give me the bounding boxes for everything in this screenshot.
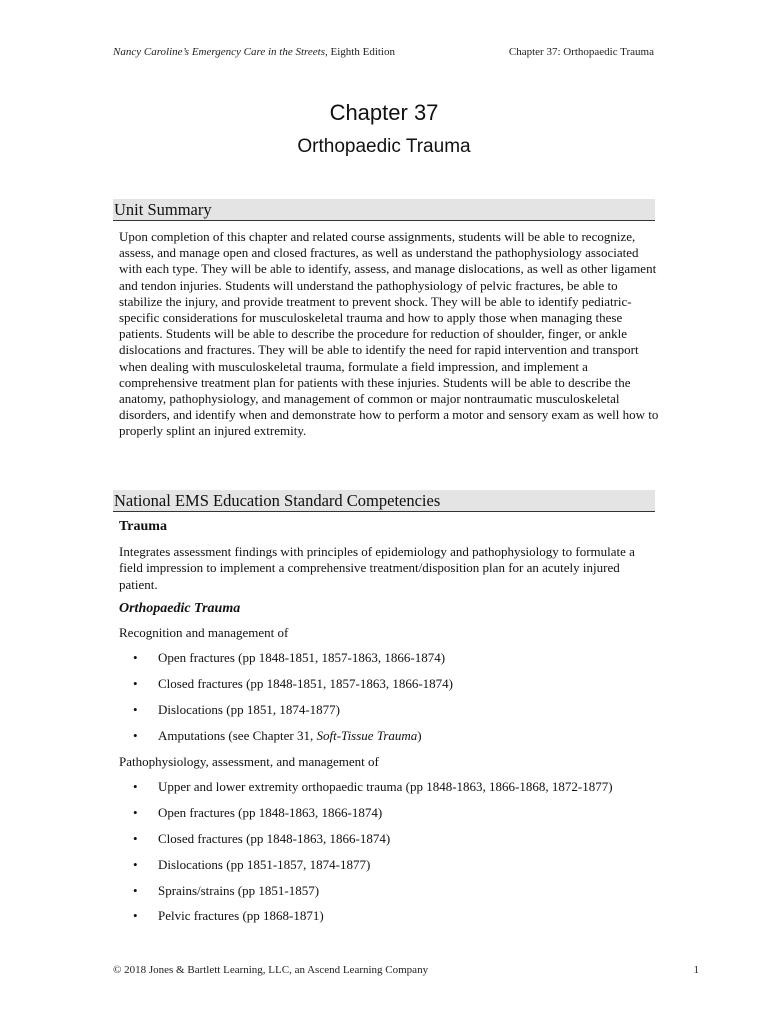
running-header: [113, 46, 654, 58]
chapter-title: Chapter 37: [329, 100, 439, 125]
amputations-reference: Soft-Tissue Trauma: [316, 727, 418, 743]
bullet-icon: •: [133, 908, 138, 924]
bullet-icon: •: [133, 830, 138, 846]
list-item-text: Open fractures (pp 1848-1863, 1866-1874): [158, 804, 383, 820]
bullet-icon: •: [133, 804, 138, 820]
unit-summary-heading: Unit Summary: [113, 199, 655, 221]
orthopaedic-trauma-subheading: Orthopaedic Trauma: [119, 600, 241, 616]
bullet-icon: •: [133, 650, 138, 666]
list-item: [119, 779, 659, 795]
list-item: [119, 831, 659, 847]
list-item-text: Closed fractures (pp 1848-1863, 1866-1874): [158, 830, 391, 846]
list-item-text: Upper and lower extremity orthopaedic trauma (pp 1848-1863, 1866-1868, 1872-1877): [158, 778, 613, 794]
list-item-text: Closed fractures (pp 1848-1851, 1857-1863, 1866-1874): [158, 676, 453, 692]
list-item-text: Sprains/strains (pp 1851-1857): [158, 882, 320, 898]
list-item: [119, 883, 659, 899]
book-edition: , Eighth Edition: [325, 46, 395, 58]
amputations-suffix: ): [417, 727, 422, 743]
list-item-text: [158, 728, 422, 743]
book-title: Nancy Caroline’s Emergency Care in the Streets: [113, 46, 326, 58]
trauma-description: Integrates assessment findings with principles of epidemiology and pathophysiology to formulate a field impression to implement a comprehensive treatment/disposition plan for an acutely injured patient.: [119, 544, 635, 592]
bullet-icon: •: [133, 727, 138, 743]
list-item: [119, 650, 659, 666]
pathophysiology-list: [119, 779, 659, 925]
page-footer: [113, 964, 699, 976]
list-item: [119, 908, 659, 924]
recognition-lead: Recognition and management of: [119, 625, 289, 641]
amputations-prefix: Amputations (see Chapter 31,: [158, 727, 317, 743]
bullet-icon: •: [133, 882, 138, 898]
list-item-text: Dislocations (pp 1851, 1874-1877): [158, 702, 340, 717]
list-item-text: Pelvic fractures (pp 1868-1871): [158, 908, 324, 924]
bullet-icon: •: [133, 778, 138, 794]
list-item: [119, 805, 659, 821]
header-book-info: [113, 46, 395, 58]
bullet-icon: •: [133, 856, 138, 872]
list-item: [119, 676, 659, 692]
list-item-text: Dislocations (pp 1851-1857, 1874-1877): [158, 856, 371, 872]
list-item-text: Open fractures (pp 1848-1851, 1857-1863, 1866-1874): [158, 650, 446, 666]
unit-summary-text: Upon completion of this chapter and related course assignments, students will be able to recognize, assess, and manage open and closed fractures, as well as understand the pathophysiology associated with each type. They will be able to identify, assess, and manage dislocations, as well as other ligament and tendon injuries. Students will understand the pathophysiology of pelvic fractures, be able to stabilize the injury, and provide treatment to prevent shock. They will be able to identify pediatric-specific considerations for musculoskeletal trauma and how to apply those when managing these patients. Students will be able to describe the procedure for reduction of shoulder, finger, or ankle dislocations and fractures. They will be able to identify the need for rapid intervention and transport when dealing with musculoskeletal trauma, formulate a field impression, and implement a comprehensive treatment plan for patients with these injuries. Students will be able to describe the anatomy, pathophysiology, and management of common or major nontraumatic musculoskeletal disorders, and identify when and demonstrate how to perform a motor and sensory exam as well how to properly splint an injured extremity.: [119, 229, 659, 439]
pathophysiology-lead: Pathophysiology, assessment, and management of: [119, 753, 379, 769]
trauma-subheading: Trauma: [119, 519, 167, 534]
list-item: [119, 857, 659, 873]
bullet-icon: •: [133, 676, 138, 692]
page-number: 1: [693, 964, 699, 976]
list-item: [119, 702, 659, 718]
competencies-content: [119, 519, 659, 934]
competencies-heading: National EMS Education Standard Competencies: [113, 490, 655, 512]
chapter-subtitle: Orthopaedic Trauma: [297, 136, 471, 157]
copyright-notice: © 2018 Jones & Bartlett Learning, LLC, an Ascend Learning Company: [113, 964, 429, 976]
bullet-icon: •: [133, 702, 138, 717]
recognition-list: [119, 650, 659, 744]
list-item: [119, 728, 659, 744]
header-chapter-ref: Chapter 37: Orthopaedic Trauma: [508, 46, 654, 58]
